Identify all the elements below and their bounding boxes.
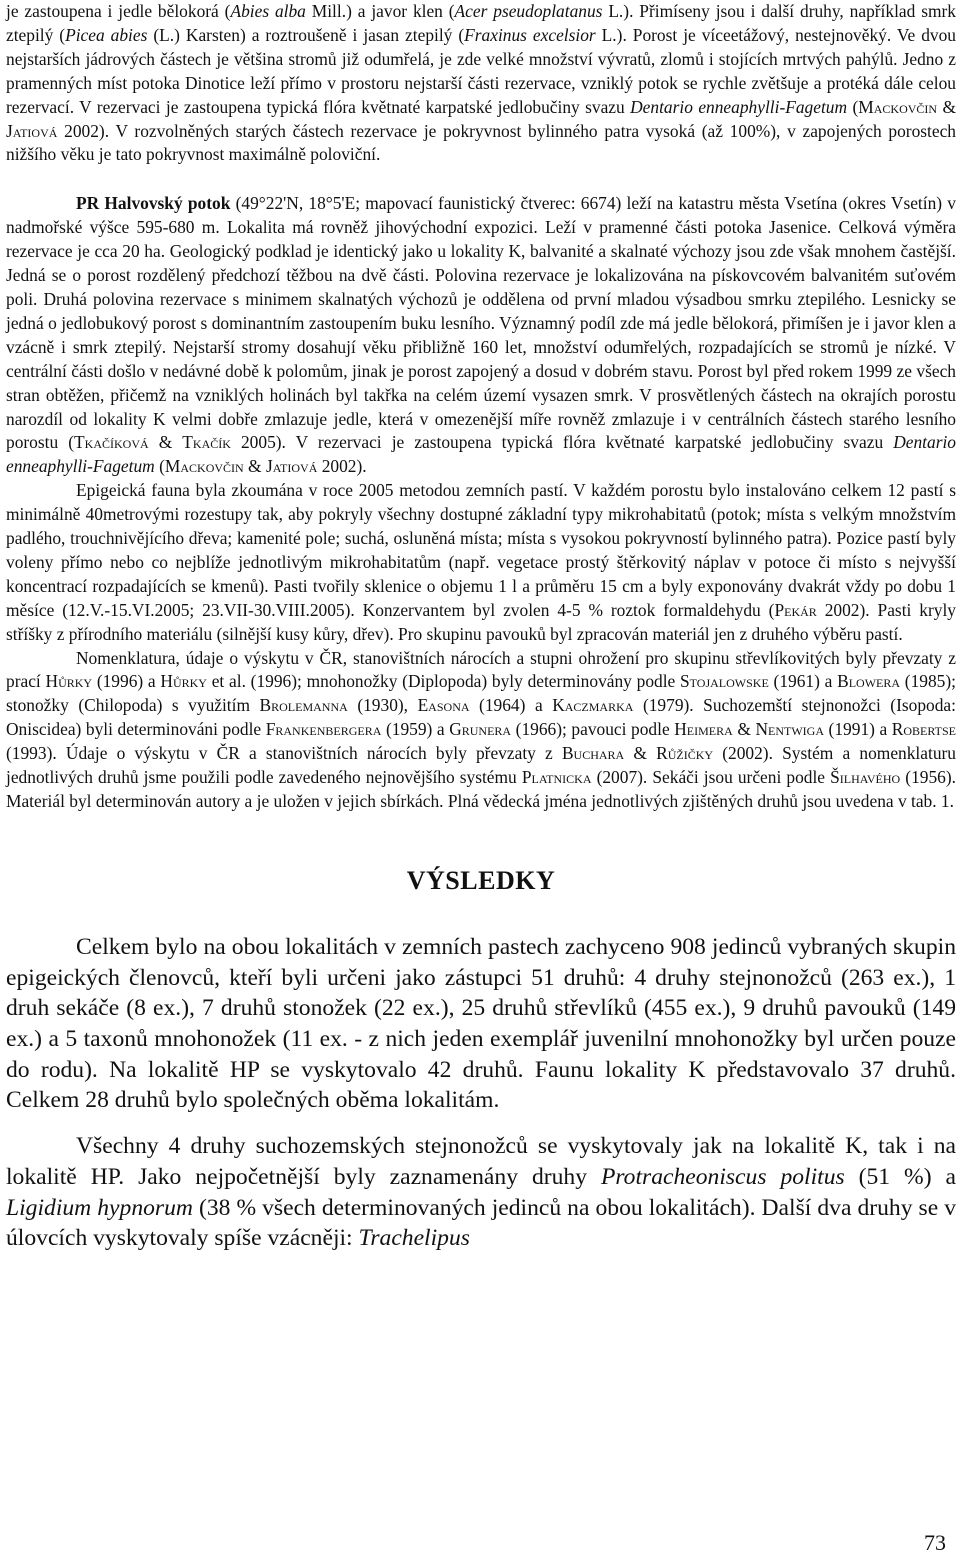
author-citation: Hůrky — [160, 671, 207, 692]
text-run: (1996) a — [92, 671, 161, 692]
author-citation: Jatiová — [265, 456, 318, 477]
author-citation: Šilhavého — [830, 767, 901, 788]
text-run: L.). Porost je víceetážový, nestejnověký. Ve dvou nejstarších jádrových částech je většina stromů již odumřelá, je zde velké množství vývratů, zlomů i stojících mrtvých pahýlů. Jedno z pramenných míst potoka Dinotice leží přímo v prostoru nejstarší části rezervace, vzniklý potok se rychle zvětšuje a protéká dále celou rezervací. V rezervaci je zastoupena typická flóra květnaté karpatské jedlobučiny svazu — [6, 24, 956, 117]
text-run: Epigeická fauna byla zkoumána v roce 2005 metodou zemních pastí. V každém porostu bylo instalováno celkem 12 pastí s minimálně 40metrovými rozestupy tak, aby pokryly všechny dostupné základní typy mikrohabitatů (potok; místa s velkým množstvím padlého, trouchnivějícího dřeva; kamenité pole; suchá, osluněná místa; místa s vysokou pokryvností bylinného patra). Pozice pastí byly voleny přímo nebo co nejblíže jednotlivým mikrohabitatům (např. vegetace prostý štěrkovitý náplav v potoce či místo s nejvyšší koncentrací rozpadajících se kmenů). Pasti tvořily sklenice o objemu 1 l a průměru 15 cm a byly exponovány dvakrát vždy po dobu 1 měsíce (12.V.-15.VI.2005; 23.VII-30.VIII.2005). Konzervantem byl zvolen 4-5 % roztok formaldehydu ( — [6, 480, 956, 620]
text-run: ( — [154, 456, 165, 477]
latin-name: Trachelipus — [358, 1225, 470, 1252]
text-run: (1993). Údaje o výskytu v ČR a stanovištních nárocích byly převzaty z — [6, 743, 562, 764]
latin-name: Dentario enneaphylli-Fagetum — [630, 96, 848, 117]
latin-name: Protracheoniscus politus — [600, 1163, 845, 1190]
text-run: (49°22'N, 18°5'E; mapovací faunistický čtverec: 6674) leží na katastru města Vsetína (okres Vsetín) v nadmořské výšce 595-680 m. Lokalita má rovněž jihovýchodní expozici. Leží v pramenné části potoka Jasenice. Celková výměra rezervace je cca 20 ha. Geologický podklad je identický jako u lokality K, balvanité a skalnaté výchozy jsou zde však mnohem častější. Jedná se o porost rozdělený předchozí těžbou na dvě části. Polovina rezervace je lokalizována na pískovcovém balvanitém suťovém poli. Druhá polovina rezervace s minimem skalnatých výchozů je oddělena od první mladou výsadbou smrku ztepilého. Lesnicky se jedná o jedlobukový porost s dominantním zastoupením buku lesního. Významný podíl zde má jedle bělokorá, přimíšen je i javor klen a vzácně i smrk ztepilý. Nejstarší stromy dosahují věku přibližně 160 let, množství odumřelých, rozpadajících se stromů je nízké. V centrální části došlo v nedávné době k polomům, jinak je porost zapojený a dosud v dobrém stavu. Porost byl před rokem 1999 ze všech stran obtěžen, přičemž na vzniklých holinách byl takřka na celém území vysazen smrk. V prosvětlených částech na okrajích porostu narozdíl od lokality K velmi dobře zmlazuje jedle, která v omezenější míře rovněž zmlazuje i v centrálních částech starého lesního porostu ( — [6, 193, 956, 453]
author-citation: Tkačíková — [74, 432, 149, 453]
paragraph-isopods — [6, 1131, 956, 1254]
author-citation: Blowera — [837, 671, 901, 692]
text-run: & — [243, 456, 266, 477]
text-run: (2007). Sekáči jsou určeni podle — [591, 767, 831, 788]
latin-name: Fraxinus excelsior — [464, 24, 596, 45]
paragraph-methods — [6, 479, 956, 646]
author-citation: Grunera — [449, 719, 512, 740]
text-run: & — [624, 743, 657, 764]
text-run: je zastoupena i jedle bělokorá ( — [6, 1, 231, 21]
paragraph-halvovsky-potok — [6, 192, 956, 479]
text-run: 2002). Pasti kryly stříšky z přírodního materiálu (silnější kusy kůry, dřev). Pro skupinu pavouků byl zpracován materiál jen z druhého výběru pastí. — [6, 599, 956, 644]
latin-name: Dentario enneaphylli-Fagetum — [6, 432, 956, 477]
text-run: L.). Přimíseny jsou i další druhy, například smrk ztepilý ( — [6, 1, 956, 45]
author-citation: Easona — [417, 695, 470, 716]
author-citation: Buchara — [561, 743, 625, 764]
paragraph-site-k-description — [6, 0, 956, 167]
paragraph-nomenclature — [6, 647, 956, 814]
author-citation: Růžičky — [656, 743, 714, 764]
text-run: Celkem bylo na obou lokalitách v zemních pastech zachyceno 908 jedinců vybraných skupin epigeických členovců, kteří byli určeni jako zástupci 51 druhů: 4 druhy stejnonožců (263 ex.), 1 druh sekáče (8 ex.), 7 druhů stonožek (22 ex.), 25 druhů střevlíků (455 ex.), 9 druhů pavouků (149 ex.) a 5 taxonů mnohonožek (11 ex. - z nich jeden exemplář juvenilní mnohonožky byl určen pouze do rodu). Na lokalitě HP se vyskytovalo 42 druhů. Faunu lokality K představovalo 37 druhů. Celkem 28 druhů bylo společných oběma lokalitám. — [6, 933, 956, 1114]
text-run: (38 % všech determinovaných jedinců na obou lokalitách). Další dva druhy se v úlovcích vyskytovaly spíše vzácněji: — [6, 1194, 957, 1252]
latin-name: Acer pseudoplatanus — [454, 1, 603, 21]
text-run: (1966); pavouci podle — [511, 719, 675, 740]
text-run: (1979). Suchozemští stejnonožci (Isopoda: Oniscidea) byli determinováni podle — [6, 695, 956, 740]
author-citation: Frankenbergera — [265, 719, 382, 740]
text-run: (1959) a — [381, 719, 450, 740]
text-run: & — [937, 96, 957, 117]
text-run: (1930), — [347, 695, 418, 716]
author-citation: Hůrky — [45, 671, 93, 692]
text-run: (1991) a — [824, 719, 892, 740]
text-run: & — [732, 719, 756, 740]
text-run: (1961) a — [768, 671, 838, 692]
text-run: (1956). Materiál byl determinován autory a je uložen v jejich sbírkách. Plná vědecká jména jednotlivých zjištěných druhů jsou uvedena v tab. 1. — [6, 767, 957, 811]
author-citation: Heimera — [674, 719, 733, 740]
author-citation: Nentwiga — [755, 719, 824, 740]
text-run: & — [148, 432, 183, 453]
latin-name: Ligidium hypnorum — [6, 1194, 193, 1221]
author-citation: Stojalowske — [680, 671, 769, 692]
text-run: (1964) a — [469, 695, 553, 716]
text-run: et al. (1996); mnohonožky (Diplopoda) byly determinovány podle — [206, 671, 681, 692]
text-run: 2002). — [317, 456, 367, 477]
author-citation: Mackovčin — [164, 456, 244, 477]
text-run: ( — [847, 96, 859, 117]
author-citation: Robertse — [891, 719, 956, 740]
document-page — [6, 0, 956, 1254]
author-citation: Kaczmarka — [552, 695, 634, 716]
text-run: 2005). V rezervaci je zastoupena typická flóra květnaté karpatské jedlobučiny svazu — [230, 432, 894, 453]
author-citation: Platnicka — [521, 767, 592, 788]
latin-name: Abies alba — [230, 1, 306, 21]
text-run: (1985); stonožky (Chilopoda) s využitím — [6, 671, 956, 716]
text-run: 2002). V rozvolněných starých částech rezervace je pokryvnost bylinného patra vysoká (až 100%), v zapojených porostech nižšího věku je tato pokryvnost maximálně poloviční. — [6, 120, 956, 165]
text-run: Nomenklatura, údaje o výskytu v ČR, stanovištních nárocích a stupni ohrožení pro skupinu střevlíkovitých byly převzaty z prací — [6, 647, 956, 692]
author-citation: Mackovčin — [858, 96, 938, 117]
section-heading-results: VÝSLEDKY — [406, 865, 556, 895]
author-citation: Tkačík — [182, 432, 231, 453]
author-citation: Jatiová — [6, 120, 58, 141]
bold-run: PR Halvovský potok — [76, 193, 231, 214]
text-run: (2002). Systém a nomenklaturu jednotlivých druhů jsme použili podle zavedeného nejnovějšího systému — [6, 743, 957, 788]
author-citation: Brolemanna — [259, 695, 348, 716]
text-run: (L.) Karsten) a roztroušeně i jasan ztepilý ( — [147, 24, 465, 45]
page-number: 73 — [924, 1530, 946, 1555]
paragraph-results-summary — [6, 932, 956, 1116]
author-citation: Pekár — [774, 599, 817, 620]
text-run: Všechny 4 druhy suchozemských stejnonožců se vyskytovaly jak na lokalitě K, tak i na lokalitě HP. Jako nejpočetnější byly zaznamenány druhy — [6, 1133, 956, 1190]
text-run: Mill.) a javor klen ( — [305, 1, 455, 21]
text-run: (51 %) a — [844, 1163, 956, 1190]
latin-name: Picea abies — [65, 24, 148, 45]
